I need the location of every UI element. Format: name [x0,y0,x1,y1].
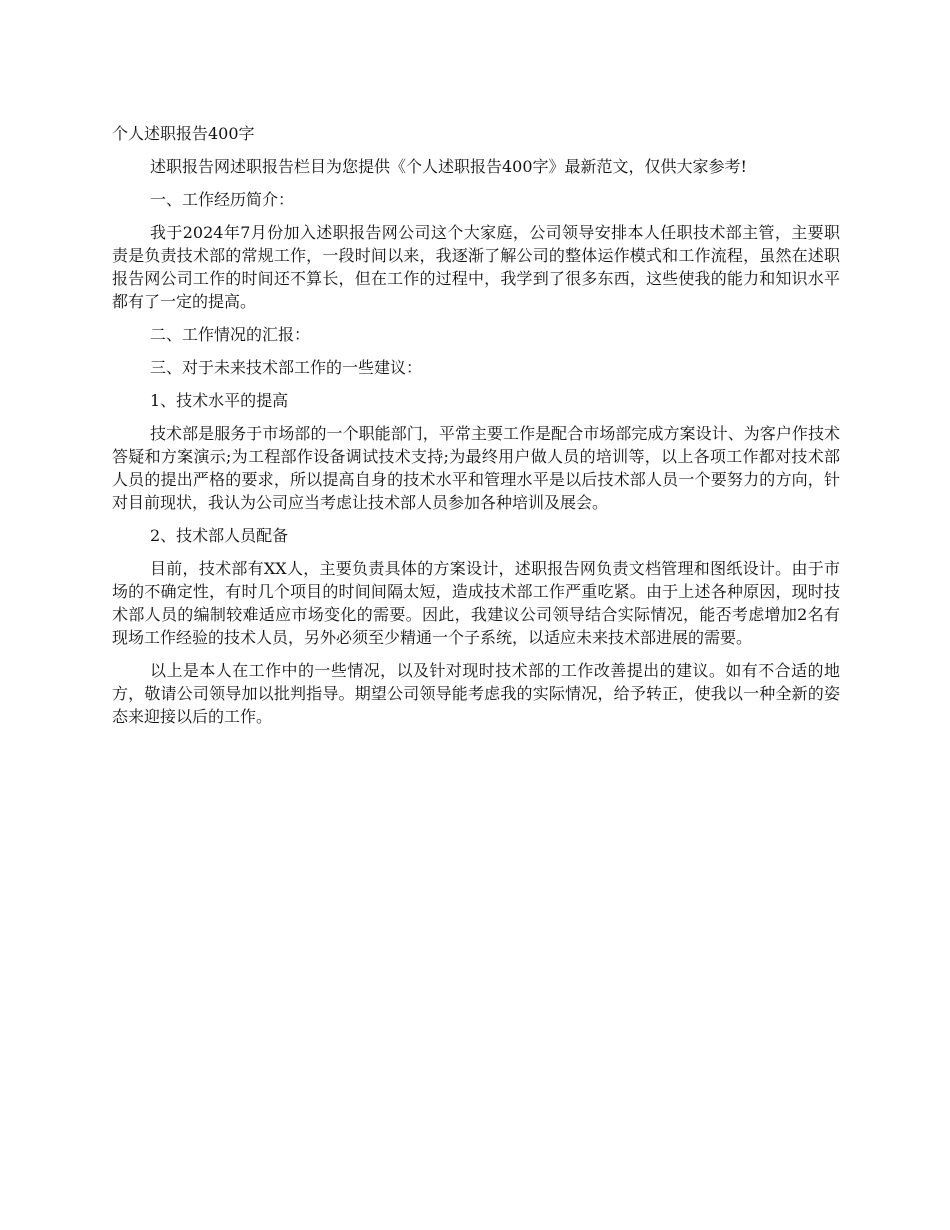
document-title: 个人述职报告400字 [112,124,255,143]
technical-level-paragraph: 技术部是服务于市场部的一个职能部门，平常主要工作是配合市场部完成方案设计、为客户作技术答疑和方案演示;为工程部作设备调试技术支持;为最终用户做人员的培训等，以上各项工作都对技术部人员的提出严格的要求，所以提高自身的技术水平和管理水平是以后技术部人员一个要努力的方向，针对目前现状，我认为公司应当考虑让技术部人员参加各种培训及展会。 [112,424,840,512]
staffing-paragraph: 目前，技术部有XX人，主要负责具体的方案设计，述职报告网负责文档管理和图纸设计。由于市场的不确定性，有时几个项目的时间间隔太短，造成技术部工作严重吃紧。由于上述各种原因，现时技术部人员的编制较难适应市场变化的需要。因此，我建议公司领导结合实际情况，能否考虑增加2名有现场工作经验的技术人员，另外必须至少精通一个子系统，以适应未来技术部进展的需要。 [112,559,840,647]
section-heading-work-report: 二、工作情况的汇报： [150,325,311,344]
closing-paragraph: 以上是本人在工作中的一些情况，以及针对现时技术部的工作改善提出的建议。如有不合适的地方，敬请公司领导加以批判指导。期望公司领导能考虑我的实际情况，给予转正，使我以一种全新的姿态来迎接以后的工作。 [112,661,840,726]
work-experience-paragraph: 我于2024年7月份加入述职报告网公司这个大家庭，公司领导安排本人任职技术部主管，主要职责是负责技术部的常规工作，一段时间以来，我逐渐了解公司的整体运作模式和工作流程，虽然在述职报告网公司工作的时间还不算长，但在工作的过程中，我学到了很多东西，这些使我的能力和知识水平都有了一定的提高。 [112,223,840,311]
intro-paragraph: 述职报告网述职报告栏目为您提供《个人述职报告400字》最新范文，仅供大家参考! [150,157,747,176]
section-heading-work-experience: 一、工作经历简介： [150,190,295,209]
subheading-technical-level: 1、技术水平的提高 [150,391,289,410]
document-page [112,122,840,738]
section-heading-suggestions: 三、对于未来技术部工作的一些建议： [150,358,423,377]
subheading-staffing: 2、技术部人员配备 [150,526,289,545]
